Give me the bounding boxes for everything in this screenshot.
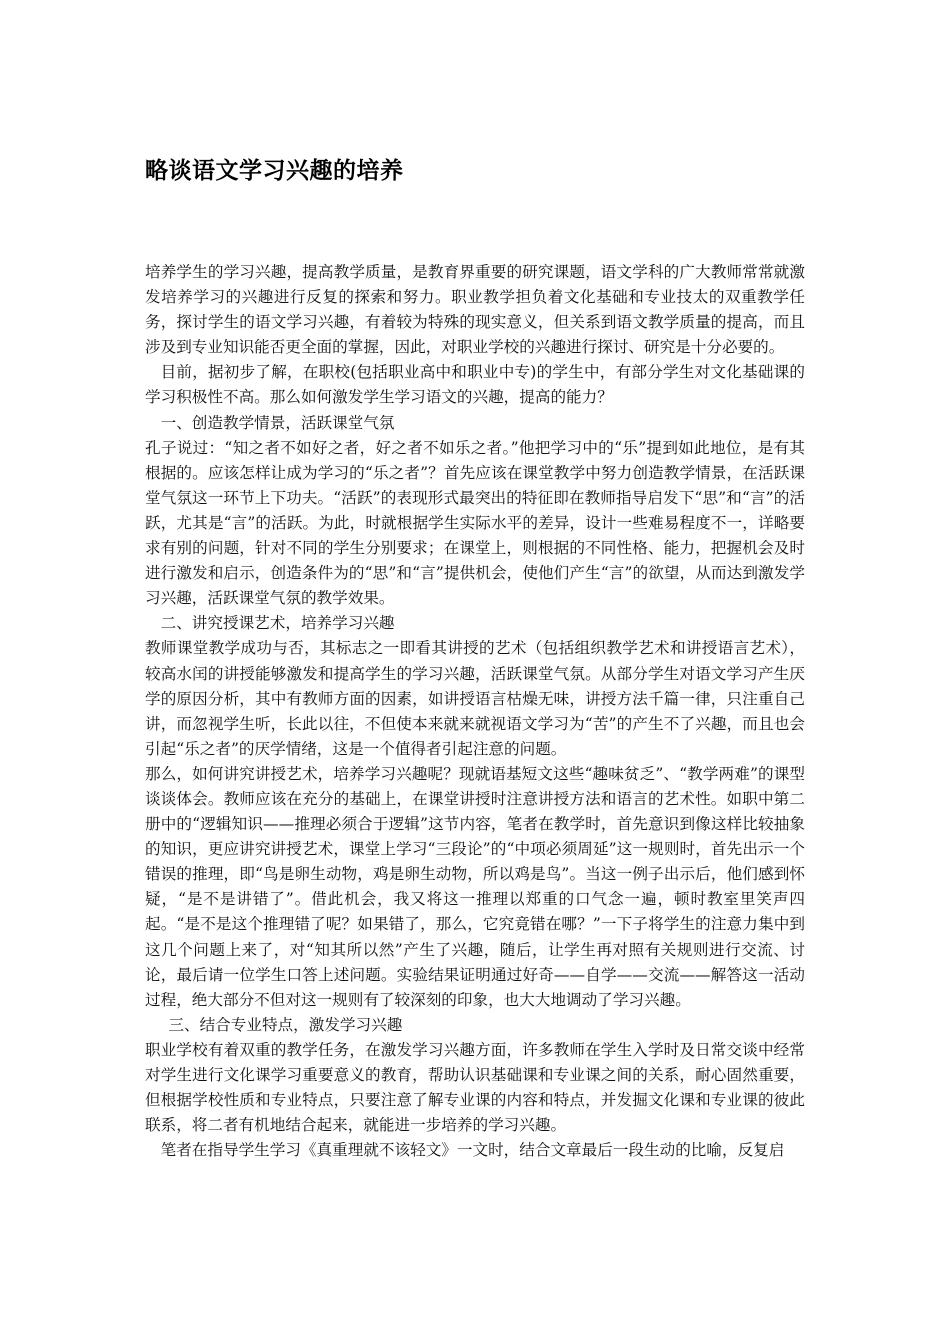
document-body (145, 260, 805, 1163)
paragraph-section-2b: 那么，如何讲究讲授艺术，培养学习兴趣呢？现就语基短文这些“趣味贫乏”、“教学两难”的课型谈谈体会。教师应该在充分的基础上，在课堂讲授时注意讲授方法和语言的艺术性。如职中第二册中的“逻辑知识——推理必须合于逻辑”这节内容，笔者在教学时，首先意识到像这样比较抽象的知识，更应讲究讲授艺术，课堂上学习“三段论”的“中项必须周延”这一规则时，首先出示一个错误的推理，即“鸟是卵生动物，鸡是卵生动物，所以鸡是鸟”。当这一例子出示后，他们感到怀疑，“是不是讲错了”。借此机会，我又将这一推理以郑重的口气念一遍，顿时教室里笑声四起。“是不是这个推理错了呢？如果错了，那么，它究竟错在哪？”一下子将学生的注意力集中到这几个问题上来了，对“知其所以然”产生了兴趣，随后，让学生再对照有关规则进行交流、讨论，最后请一位学生口答上述问题。实验结果证明通过好奇——自学——交流——解答这一活动过程，绝大部分不但对这一规则有了较深刻的印象，也大大地调动了学习兴趣。 (145, 764, 805, 1009)
section-heading-1: 一、创造教学情景，活跃课堂气氛 (160, 413, 395, 432)
paragraph-intro: 培养学生的学习兴趣，提高教学质量，是教育界重要的研究课题，语文学科的广大教师常常就激发培养学习的兴趣进行反复的探索和努力。职业教学担负着文化基础和专业技太的双重教学任务，探讨学生的语文学习兴趣，有着较为特殊的现实意义，但关系到语文教学质量的提高，而且涉及到专业知识能否更全面的掌握，因此，对职业学校的兴趣进行探讨、研究是十分必要的。 (145, 263, 805, 357)
document-title: 略谈语文学习兴趣的培养 (145, 158, 404, 184)
section-heading-3: 三、结合专业特点，激发学习兴趣 (168, 1015, 403, 1034)
paragraph-section-3b: 笔者在指导学生学习《真重理就不该轻文》一文时，结合文章最后一段生动的比喻，反复启 (160, 1141, 785, 1160)
paragraph-section-2a: 教师课堂教学成功与否，其标志之一即看其讲授的艺术（包括组织教学艺术和讲授语言艺术），较高水闰的讲授能够激发和提高学生的学习兴趣，活跃课堂气氛。从部分学生对语文学习产生厌学的原因分析，其中有教师方面的因素，如讲授语言枯燥无味，讲授方法千篇一律，只注重自己讲，而忽视学生听，长此以往，不但使本来就来就视语文学习为“苦”的产生不了兴趣，而且也会引起“乐之者”的厌学情绪，这是一个值得者引起注意的问题。 (145, 639, 805, 758)
paragraph-current-situation: 目前，据初步了解，在职校(包括职业高中和职业中专)的学生中，有部分学生对文化基础课的学习积极性不高。那么如何激发学生学习语文的兴趣，提高的能力？ (145, 363, 805, 407)
paragraph-section-3a: 职业学校有着双重的教学任务，在激发学习兴趣方面，许多教师在学生入学时及日常交谈中经常对学生进行文化课学习重要意义的教育，帮助认识基础课和专业课之间的关系，耐心固然重要，但根据学校性质和专业特点，只要注意了解专业课的内容和特点，并发掘文化课和专业课的彼此联系，将二者有机地结合起来，就能进一步培养的学习兴趣。 (145, 1040, 805, 1135)
section-heading-2: 二、讲究授课艺术，培养学习兴趣 (160, 614, 395, 633)
paragraph-section-1: 孔子说过：“知之者不如好之者，好之者不如乐之者。”他把学习中的“乐”提到如此地位，是有其根据的。应该怎样让成为学习的“乐之者”？首先应该在课堂教学中努力创造教学情景，在活跃课堂气氛这一环节上下功夫。“活跃”的表现形式最突出的特征即在教师指导启发下“思”和“言”的活跃，尤其是“言”的活跃。为此，时就根据学生实际水平的差异，设计一些难易程度不一，详略要求有别的问题，针对不同的学生分别要求；在课堂上，则根据的不同性格、能力，把握机会及时进行激发和启示，创造条件为的“思”和“言”提供机会，使他们产生“言”的欲望，从而达到激发学习兴趣，活跃课堂气氛的教学效果。 (145, 438, 805, 608)
